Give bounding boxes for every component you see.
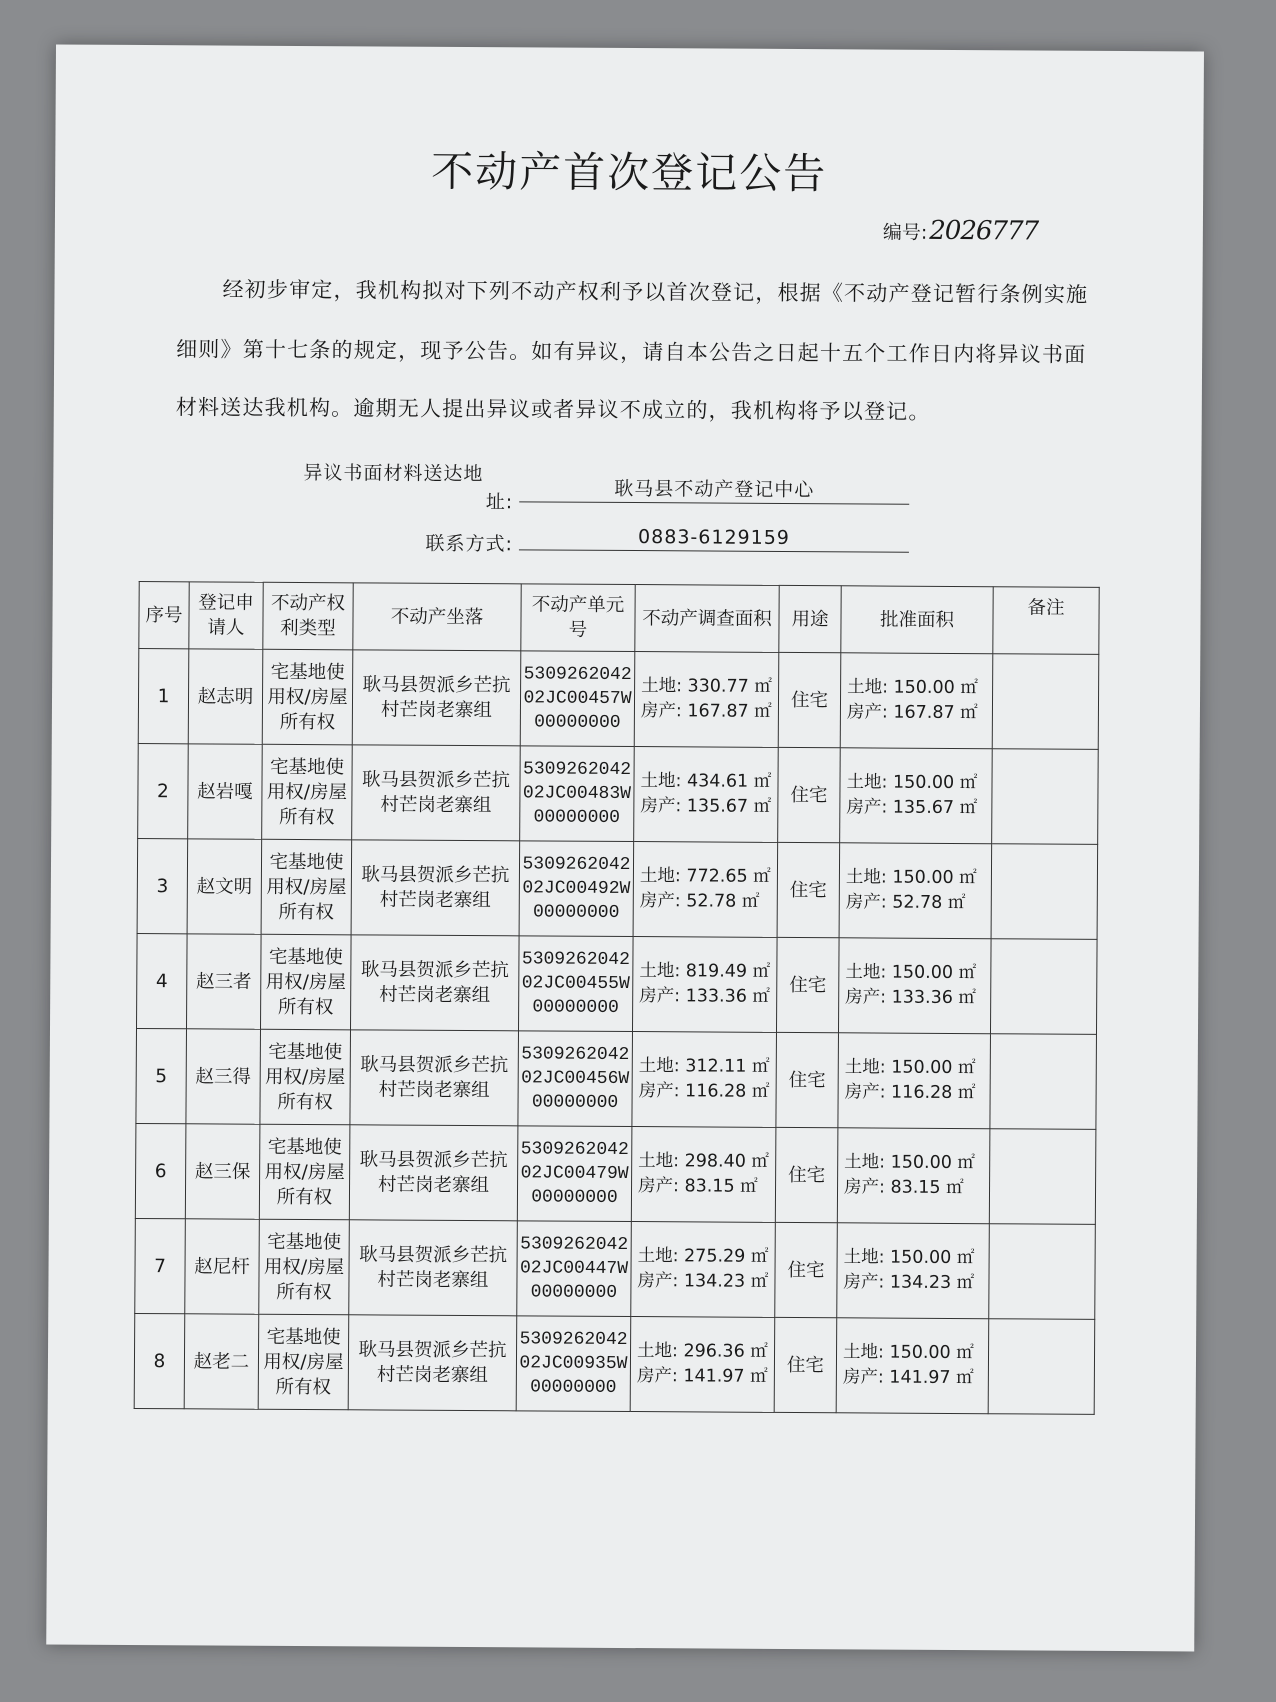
table-row (136, 1029, 1097, 1130)
cell-location: 耿马县贺派乡芒抗村芒岗老寨组 (352, 745, 521, 841)
cell-use: 住宅 (776, 1032, 839, 1127)
cell-use: 住宅 (777, 842, 840, 937)
survey-land-area: 土地: 434.61 ㎡ (640, 771, 772, 792)
cell-applicant: 赵三保 (185, 1124, 260, 1219)
cell-survey-area (631, 1127, 776, 1223)
cell-survey-area (632, 937, 777, 1033)
cell-survey-area (633, 842, 778, 938)
survey-land-area: 土地: 298.40 ㎡ (638, 1151, 770, 1172)
cell-right-type: 宅基地使用权/房屋所有权 (260, 934, 351, 1030)
notice-paragraph-line: 经初步审定，我机构拟对下列不动产权利予以首次登记，根据《不动产登记暂行条例实施 (222, 277, 1089, 307)
cell-no: 7 (135, 1219, 186, 1314)
address-label-line1: 异议书面材料送达地 (303, 462, 484, 486)
cell-applicant: 赵老二 (184, 1314, 259, 1409)
cell-no: 5 (136, 1029, 187, 1124)
approved-land-area: 土地: 150.00 ㎡ (843, 1247, 975, 1269)
header-applicant: 登记申请人 (189, 582, 263, 649)
address-label-line2: 址: (485, 491, 514, 514)
cell-unit-no: 530926204202JC00479W00000000 (517, 1126, 632, 1222)
approved-house-area: 房产: 167.87 ㎡ (846, 702, 978, 724)
cell-unit-no: 530926204202JC00456W00000000 (518, 1031, 633, 1127)
header-approved-area: 批准面积 (841, 586, 993, 654)
cell-right-type: 宅基地使用权/房屋所有权 (262, 649, 353, 745)
cell-right-type: 宅基地使用权/房屋所有权 (258, 1314, 349, 1410)
cell-location: 耿马县贺派乡芒抗村芒岗老寨组 (350, 1030, 519, 1126)
notice-paragraph-line: 材料送达我机构。逾期无人提出异议或者异议不成立的，我机构将予以登记。 (175, 395, 931, 424)
approved-land-area: 土地: 150.00 ㎡ (842, 1342, 974, 1364)
survey-house-area: 房产: 167.87 ㎡ (640, 701, 772, 722)
cell-remark (989, 1224, 1096, 1320)
cell-location: 耿马县贺派乡芒抗村芒岗老寨组 (349, 1220, 518, 1316)
approved-house-area: 房产: 116.28 ㎡ (844, 1082, 976, 1104)
approved-land-area: 土地: 150.00 ㎡ (844, 1057, 976, 1079)
survey-house-area: 房产: 141.97 ㎡ (636, 1366, 768, 1387)
cell-survey-area (634, 652, 779, 748)
header-remark: 备注 (993, 587, 1099, 655)
cell-use: 住宅 (775, 1222, 838, 1317)
serial-label: 编号: (882, 221, 928, 244)
approved-house-area: 房产: 52.78 ㎡ (845, 892, 966, 914)
cell-remark (990, 1034, 1097, 1130)
cell-unit-no: 530926204202JC00492W00000000 (519, 841, 634, 937)
cell-remark (988, 1319, 1095, 1415)
cell-applicant: 赵三得 (186, 1029, 261, 1124)
approved-land-area: 土地: 150.00 ㎡ (847, 677, 978, 699)
approved-house-area: 房产: 133.36 ㎡ (845, 987, 977, 1009)
cell-remark (989, 1129, 1096, 1225)
approved-house-area: 房产: 141.97 ㎡ (842, 1367, 974, 1389)
page-title: 不动产首次登记公告 (431, 146, 828, 199)
cell-right-type: 宅基地使用权/房屋所有权 (262, 744, 353, 840)
contact-label: 联系方式: (425, 532, 514, 556)
address-value: 耿马县不动产登记中心 (519, 475, 909, 504)
cell-approved-area (837, 1223, 990, 1319)
cell-no: 8 (134, 1313, 185, 1408)
header-no: 序号 (139, 582, 189, 649)
cell-unit-no: 530926204202JC00935W00000000 (516, 1316, 631, 1412)
survey-land-area: 土地: 330.77 ㎡ (641, 676, 772, 697)
cell-location: 耿马县贺派乡芒抗村芒岗老寨组 (349, 1125, 518, 1221)
header-right-type: 不动产权利类型 (263, 582, 353, 650)
cell-remark (992, 654, 1099, 750)
table-row (138, 744, 1099, 845)
survey-house-area: 房产: 83.15 ㎡ (637, 1176, 758, 1197)
cell-approved-area (838, 1033, 991, 1129)
cell-remark (991, 844, 1098, 940)
survey-house-area: 房产: 134.23 ㎡ (637, 1271, 769, 1292)
survey-house-area: 房产: 116.28 ㎡ (638, 1081, 770, 1102)
cell-applicant: 赵岩嘎 (188, 744, 263, 839)
header-unit-no: 不动产单元号 (521, 584, 635, 652)
cell-right-type: 宅基地使用权/房屋所有权 (259, 1124, 350, 1220)
cell-approved-area (839, 843, 992, 939)
approved-house-area: 房产: 83.15 ㎡ (843, 1177, 964, 1199)
approved-land-area: 土地: 150.00 ㎡ (845, 867, 977, 889)
cell-no: 2 (138, 744, 189, 839)
survey-land-area: 土地: 275.29 ㎡ (637, 1246, 769, 1267)
serial-handwritten-value: 2026777 (929, 215, 1039, 247)
cell-use: 住宅 (774, 1317, 837, 1412)
table-row (137, 934, 1098, 1035)
cell-unit-no: 530926204202JC00447W00000000 (517, 1221, 632, 1317)
cell-survey-area (632, 1032, 777, 1128)
cell-approved-area (836, 1318, 989, 1414)
cell-unit-no: 530926204202JC00483W00000000 (520, 746, 635, 842)
cell-right-type: 宅基地使用权/房屋所有权 (259, 1219, 350, 1315)
survey-house-area: 房产: 135.67 ㎡ (640, 796, 772, 817)
cell-approved-area (840, 653, 993, 749)
approved-land-area: 土地: 150.00 ㎡ (846, 772, 978, 794)
cell-location: 耿马县贺派乡芒抗村芒岗老寨组 (348, 1315, 517, 1411)
registration-table (134, 581, 1100, 1415)
cell-remark (990, 939, 1097, 1035)
cell-unit-no: 530926204202JC00457W00000000 (520, 651, 635, 747)
survey-house-area: 房产: 52.78 ㎡ (639, 891, 760, 912)
cell-no: 6 (135, 1124, 186, 1219)
cell-applicant: 赵尼杆 (185, 1219, 260, 1314)
cell-location: 耿马县贺派乡芒抗村芒岗老寨组 (352, 650, 521, 746)
table-row (137, 839, 1098, 940)
cell-survey-area (631, 1222, 776, 1318)
cell-right-type: 宅基地使用权/房屋所有权 (260, 1029, 351, 1125)
serial-number (883, 216, 1038, 247)
header-location: 不动产坐落 (353, 583, 521, 651)
cell-no: 1 (138, 649, 189, 744)
header-survey-area: 不动产调查面积 (635, 585, 779, 653)
cell-approved-area (837, 1128, 990, 1224)
cell-location: 耿马县贺派乡芒抗村芒岗老寨组 (351, 840, 520, 936)
cell-approved-area (838, 938, 991, 1034)
cell-use: 住宅 (775, 1127, 838, 1222)
cell-use: 住宅 (776, 937, 839, 1032)
notice-paper (46, 44, 1204, 1651)
registration-table-wrap (134, 581, 1100, 1415)
cell-no: 4 (137, 934, 188, 1029)
cell-applicant: 赵文明 (187, 839, 262, 934)
survey-land-area: 土地: 819.49 ㎡ (639, 961, 771, 982)
survey-house-area: 房产: 133.36 ㎡ (639, 986, 771, 1007)
cell-applicant: 赵志明 (188, 649, 263, 744)
approved-house-area: 房产: 135.67 ㎡ (846, 797, 978, 819)
table-row (134, 1313, 1095, 1414)
cell-remark (992, 749, 1099, 845)
header-use: 用途 (779, 585, 841, 652)
cell-unit-no: 530926204202JC00455W00000000 (518, 936, 633, 1032)
table-header-row (139, 582, 1099, 655)
survey-land-area: 土地: 772.65 ㎡ (639, 866, 771, 887)
cell-survey-area (630, 1317, 775, 1413)
table-row (135, 1219, 1096, 1320)
survey-land-area: 土地: 296.36 ㎡ (636, 1341, 768, 1362)
table-row (135, 1124, 1096, 1225)
cell-survey-area (634, 747, 779, 843)
cell-applicant: 赵三者 (187, 934, 262, 1029)
cell-approved-area (840, 748, 993, 844)
table-row (138, 649, 1099, 750)
cell-use: 住宅 (778, 652, 841, 747)
contact-value: 0883-6129159 (519, 523, 909, 552)
approved-house-area: 房产: 134.23 ㎡ (843, 1272, 975, 1294)
cell-use: 住宅 (778, 747, 841, 842)
cell-no: 3 (137, 839, 188, 934)
notice-paragraph-line: 细则》第十七条的规定，现予公告。如有异议，请自本公告之日起十五个工作日内将异议书面 (176, 337, 1087, 367)
approved-land-area: 土地: 150.00 ㎡ (845, 962, 977, 984)
cell-location: 耿马县贺派乡芒抗村芒岗老寨组 (350, 935, 519, 1031)
cell-right-type: 宅基地使用权/房屋所有权 (261, 839, 352, 935)
survey-land-area: 土地: 312.11 ㎡ (638, 1056, 770, 1077)
approved-land-area: 土地: 150.00 ㎡ (844, 1152, 976, 1174)
